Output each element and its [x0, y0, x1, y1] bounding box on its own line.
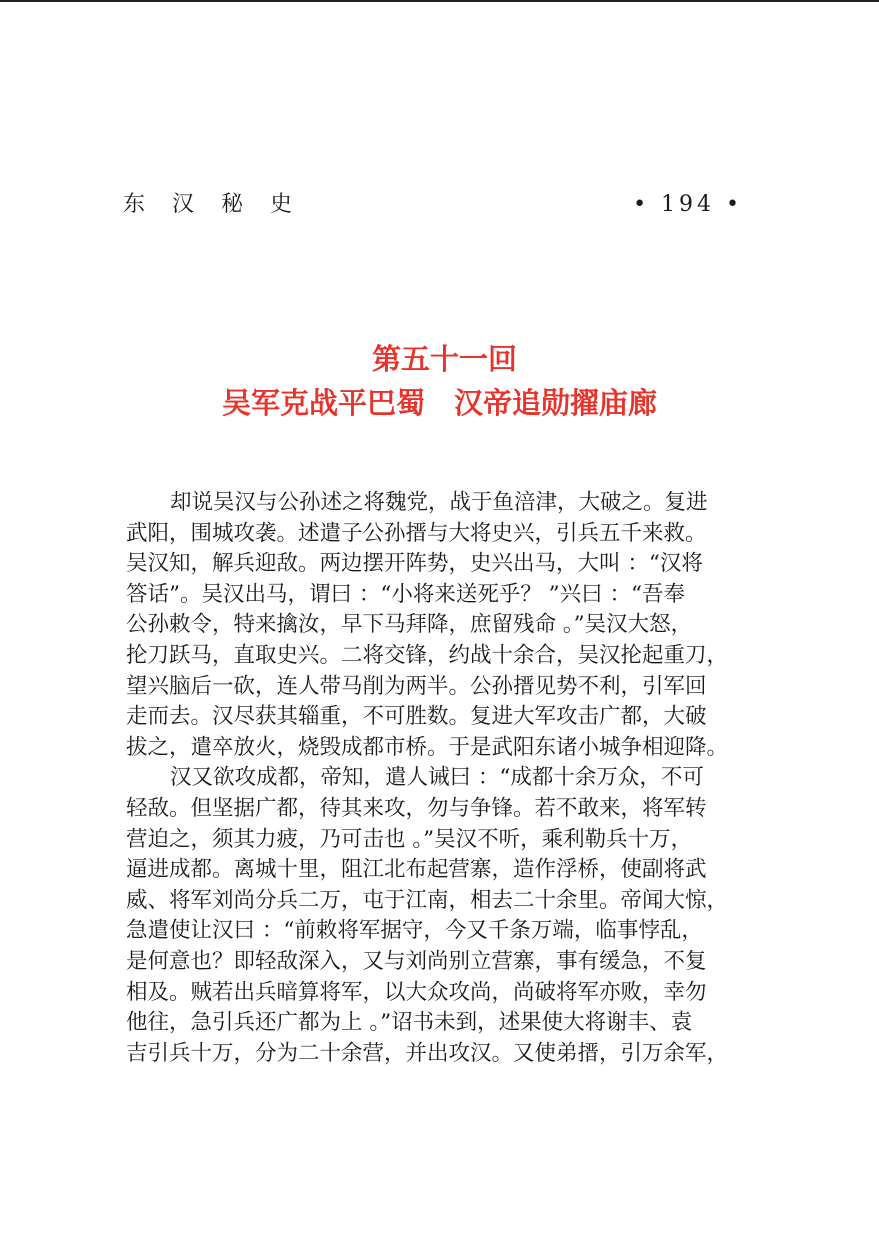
paragraph-line: 吉引兵十万，分为二十余营，并出攻汉。又使弟搢，引万余军， — [126, 1040, 729, 1066]
paragraph-line: 汉又欲攻成都，帝知，遣人诫曰 ：“成都十余万众，不可 — [170, 765, 704, 791]
chapter-number: 第五十一回 — [371, 342, 517, 376]
paragraph-line: 急遣使让汉曰 ：“前敕将军据守，今又千条万端，临事悖乱， — [126, 918, 703, 944]
paragraph-line: 公孙敕令，特来擒汝，早下马拜降，庶留残命 。”吴汉大怒， — [126, 612, 693, 638]
chapter-heading — [0, 337, 879, 425]
paragraph-line: 轻敌。但坚据广都，待其来攻，勿与争锋。若不敢来，将军转 — [126, 795, 707, 821]
paragraph-line: 营迫之，须其力疲，乃可击也 。”吴汉不听，乘利勒兵十万， — [126, 826, 693, 852]
chapter-title: 吴军克战平巴蜀 汉帝追勋擢庙廊 — [221, 386, 657, 420]
paragraph-line: 威、将军刘尚分兵二万，屯于江南，相去二十余里。帝闻大惊， — [126, 887, 729, 913]
paragraph-line: 拔之，遣卒放火，烧毁成都市桥。于是武阳东诸小城争相迎降。 — [126, 734, 729, 760]
page-number: • 194 • — [633, 192, 743, 217]
book-title: 东 汉 秘 史 — [123, 192, 302, 217]
paragraph-line: 逼进成都。离城十里，阻江北布起营寨，造作浮桥，使副将武 — [126, 857, 707, 883]
paragraph-line: 是何意也？即轻敌深入，又与刘尚别立营寨，事有缓急，不复 — [126, 948, 707, 974]
body-text — [126, 488, 766, 1069]
paragraph-line: 抡刀跃马，直取史兴。二将交锋，约战十余合，吴汉抡起重刀， — [126, 642, 729, 668]
paragraph-line: 吴汉知，解兵迎敌。两边摆开阵势，史兴出马，大叫 ：“汉将 — [126, 551, 703, 577]
paragraph-line: 走而去。汉尽获其辎重，不可胜数。复进大军攻击广都，大破 — [126, 704, 707, 730]
paragraph-line: 相及。贼若出兵暗算将军，以大众攻尚，尚破将军亦败，幸勿 — [126, 979, 707, 1005]
paragraph-line: 答话”。吴汉出马，谓曰 ：“小将来送死乎？ ”兴曰 ：“吾奉 — [126, 581, 685, 607]
paragraph-line: 他往，急引兵还广都为上 。”诏书未到，述果使大将谢丰、袁 — [126, 1010, 693, 1036]
paragraph-line: 望兴脑后一砍，连人带马削为两半。公孙搢见势不利，引军回 — [126, 673, 707, 699]
running-header — [123, 190, 743, 220]
paragraph-line: 武阳，围城攻袭。述遣子公孙搢与大将史兴，引兵五千来救。 — [126, 520, 707, 546]
top-border-rule — [0, 0, 879, 2]
paragraph-line: 却说吴汉与公孙述之将魏党，战于鱼涪津，大破之。复进 — [170, 490, 708, 515]
